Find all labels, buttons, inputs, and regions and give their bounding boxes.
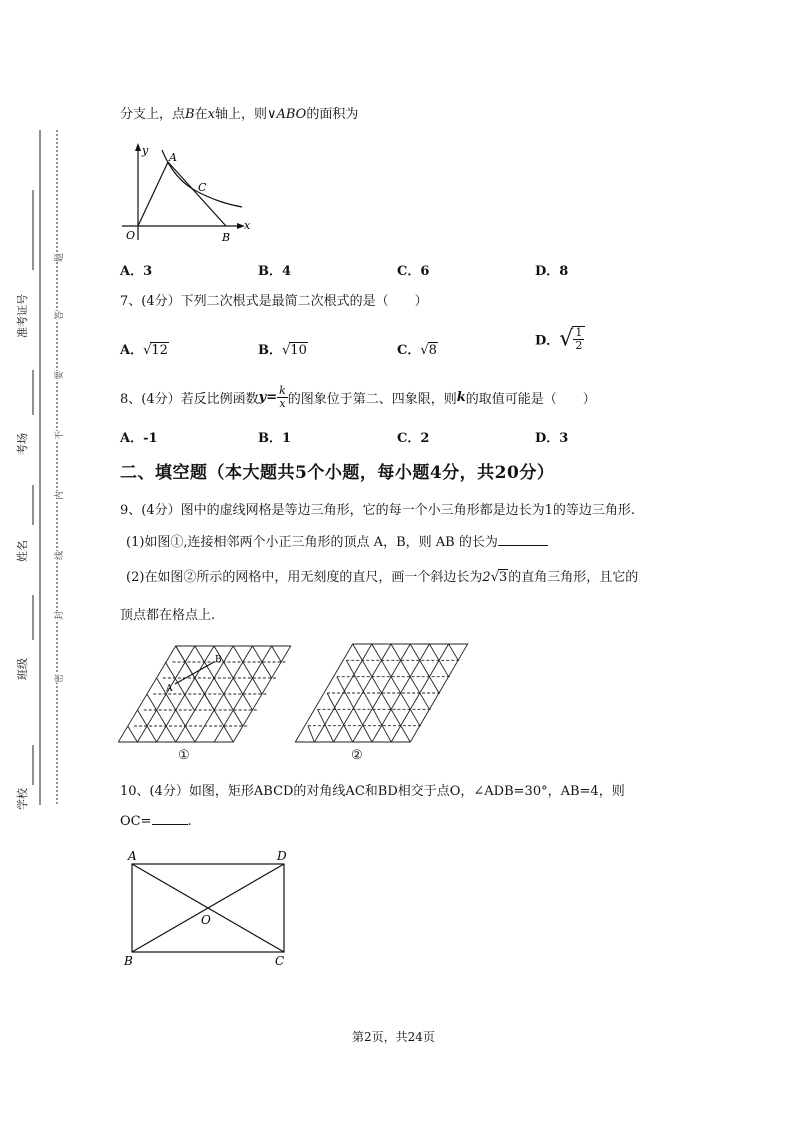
q8-option-c[interactable]: C．2: [397, 431, 430, 446]
seal-char: 要: [52, 371, 65, 380]
page-number: 第2页，共24页: [352, 1030, 435, 1044]
q10-fig-label-A: A: [128, 849, 137, 863]
q6-figure-hyperbola: [118, 140, 258, 246]
q10-answer-blank[interactable]: [152, 824, 188, 825]
seal-char: 封: [52, 611, 65, 620]
q9-fig1-caption: ①: [178, 748, 190, 763]
q10-stem: 10、(4分）如图，矩形ABCD的对角线AC和BD相交于点O，∠ADB=30°，AB=4，则: [120, 784, 625, 799]
q9-stem: 9、(4分）图中的虚线网格是等边三角形，它的每一个小三角形都是边长为1的等边三角形.: [120, 503, 636, 518]
q6-fig-label-O: O: [126, 229, 136, 242]
section-heading: 二、填空题（本大题共5个小题，每小题4分，共20分）: [120, 463, 555, 483]
q6-fig-label-A: A: [169, 151, 177, 164]
q6-option-b[interactable]: B．4: [258, 264, 292, 279]
q9-part1: (1)如图①,连接相邻两个小正三角形的顶点 A，B，则 AB 的长为: [126, 531, 548, 550]
q8-option-a[interactable]: A．-1: [120, 431, 158, 446]
margin-lines: [0, 0, 80, 1123]
q7-radicand-b: 10: [290, 343, 307, 358]
q10-rectangle-figure: [120, 846, 300, 970]
q10-fig-label-C: C: [275, 954, 285, 968]
q6-fig-label-B: B: [222, 231, 231, 244]
q10-fig-label-B: B: [124, 954, 133, 968]
q8-stem: 8、(4分）若反比例函数y= $\frac{k}{x}$ 的图象位于第二、四象限，则k的取值可能是（ ）: [120, 384, 596, 410]
q6-fig-label-C: C: [198, 181, 207, 194]
q6-fig-label-y: y: [142, 144, 149, 157]
q7-stem: 7、(4分）下列二次根式是最简二次根式的是（ ）: [120, 294, 428, 309]
q7-option-a[interactable]: A．√12: [120, 343, 168, 358]
q6-stem-line: 分支上，点B在x轴上，则∨ABO的面积为: [120, 107, 359, 122]
margin-label-name: 姓名: [16, 540, 29, 562]
q6-fig-label-x: x: [244, 219, 251, 232]
margin-label-class: 班级: [16, 658, 29, 680]
seal-char: 答: [52, 311, 65, 320]
q7-option-b[interactable]: B．√10: [258, 343, 307, 358]
q9-part2-line2: 顶点都在格点上.: [120, 608, 216, 623]
q9-grid-figure-2: [295, 642, 471, 744]
q10-fig-label-D: D: [277, 849, 287, 863]
q9-grid-figure-1: [118, 644, 294, 744]
q7-fraction: $\frac{1}{2}$: [572, 326, 585, 352]
q6-option-a[interactable]: A．3: [120, 264, 153, 279]
q7-option-c[interactable]: C．√8: [397, 343, 437, 358]
q9-fig1-label-A: A: [166, 684, 173, 694]
q9-answer-blank[interactable]: [498, 545, 548, 546]
q8-fraction: $\frac{k}{x}$: [279, 384, 286, 410]
q7-radicand-c: 8: [428, 343, 437, 358]
q10-fig-label-O: O: [201, 913, 211, 927]
q6-option-c[interactable]: C．6: [397, 264, 430, 279]
q9-part2: (2)在如图②所示的网格中，用无刻度的直尺，画一个斜边长为2√3的直角三角形，且它的: [126, 570, 639, 585]
q7-radicand-a: 12: [151, 343, 168, 358]
q10-line2: OC= .: [120, 814, 192, 829]
q9-fig1-label-B: B: [215, 655, 222, 665]
seal-char: 题: [52, 253, 65, 262]
seal-char: 不: [52, 431, 65, 440]
seal-char: 线: [52, 551, 65, 560]
seal-char: 密: [52, 674, 65, 683]
q8-option-b[interactable]: B．1: [258, 431, 292, 446]
seal-char: 内: [52, 491, 65, 500]
q7-option-d[interactable]: D．√ $\frac{1}{2}$: [535, 326, 585, 352]
q9-fig2-caption: ②: [351, 748, 363, 763]
q8-option-d[interactable]: D．3: [535, 431, 569, 446]
margin-label-room: 考场: [16, 433, 29, 455]
q6-option-d[interactable]: D．8: [535, 264, 569, 279]
margin-label-ticket: 准考证号: [16, 294, 29, 338]
margin-label-school: 学校: [16, 788, 29, 810]
